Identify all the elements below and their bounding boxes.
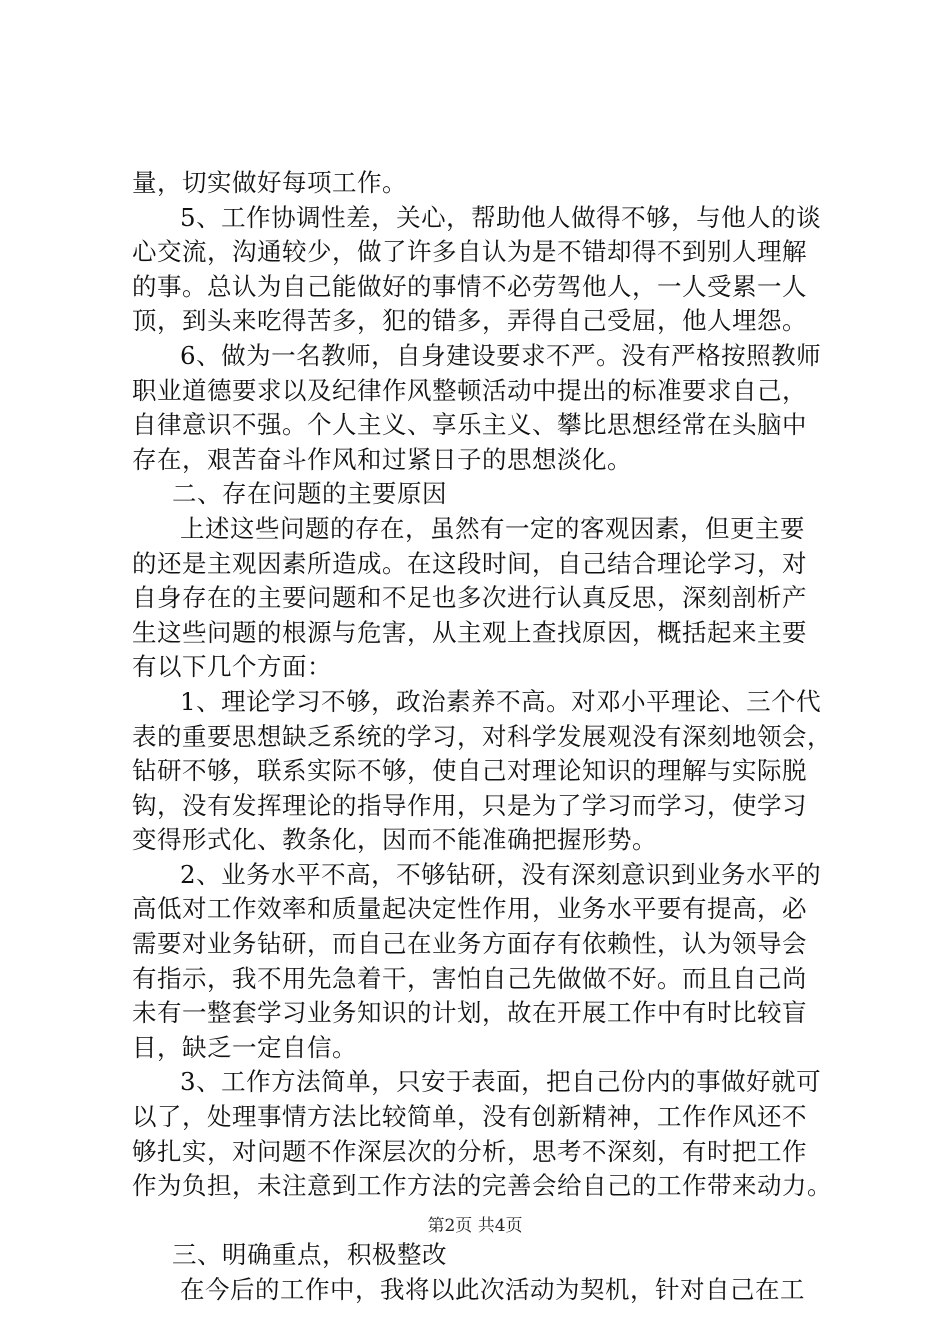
text-line: 在今后的工作中，我将以此次活动为契机，针对自己在工 [180, 1275, 805, 1304]
text-line: 5、工作协调性差，关心，帮助他人做得不够，与他人的谈 [180, 202, 822, 232]
text-line: 需要对业务钻研，而自己在业务方面存有依赖性，认为领导会 [132, 929, 807, 959]
text-line: 职业道德要求以及纪律作风整顿活动中提出的标准要求自己， [132, 375, 807, 405]
text-line: 生这些问题的根源与危害，从主观上查找原因，概括起来主要 [132, 617, 807, 647]
text-line: 的事。总认为自己能做好的事情不必劳驾他人，一人受累一人 [132, 271, 807, 301]
text-line: 以了，处理事情方法比较简单，没有创新精神，工作作风还不 [132, 1102, 807, 1132]
text-line: 自身存在的主要问题和不足也多次进行认真反思，深刻剖析产 [132, 583, 807, 613]
text-line: 存在，艰苦奋斗作风和过紧日子的思想淡化。 [132, 444, 632, 474]
text-line: 高低对工作效率和质量起决定性作用，业务水平要有提高，必 [132, 894, 807, 924]
text-line: 有以下几个方面： [132, 652, 332, 682]
text-line: 1、理论学习不够，政治素养不高。对邓小平理论、三个代 [180, 686, 822, 716]
text-line: 3、工作方法简单，只安于表面，把自己份内的事做好就可 [180, 1067, 822, 1097]
text-line: 表的重要思想缺乏系统的学习，对科学发展观没有深刻地领会， [132, 721, 832, 751]
section-heading: 二、存在问题的主要原因 [172, 479, 447, 509]
text-line: 变得形式化、教条化，因而不能准确把握形势。 [132, 825, 657, 855]
text-line: 量，切实做好每项工作。 [132, 168, 407, 197]
text-line: 够扎实，对问题不作深层次的分析，思考不深刻，有时把工作 [132, 1136, 807, 1166]
text-line: 未有一整套学习业务知识的计划，故在开展工作中有时比较盲 [132, 998, 807, 1028]
text-line: 心交流，沟通较少，做了许多自认为是不错却得不到别人理解 [132, 237, 807, 267]
page-footer: 第2页 共4页 [427, 1216, 523, 1236]
text-line: 上述这些问题的存在，虽然有一定的客观因素，但更主要 [180, 513, 805, 543]
text-line: 作为负担，未注意到工作方法的完善会给自己的工作带来动力。 [132, 1171, 832, 1201]
text-line: 目，缺乏一定自信。 [132, 1032, 357, 1062]
text-line: 有指示，我不用先急着干，害怕自己先做做不好。而且自己尚 [132, 963, 807, 993]
text-line: 6、做为一名教师，自身建设要求不严。没有严格按照教师 [180, 340, 822, 370]
text-line: 2、业务水平不高，不够钻研，没有深刻意识到业务水平的 [180, 859, 822, 889]
text-line: 顶，到头来吃得苦多，犯的错多，弄得自己受屈，他人埋怨。 [132, 306, 807, 336]
text-line: 的还是主观因素所造成。在这段时间，自己结合理论学习，对 [132, 548, 807, 578]
document-body [132, 166, 832, 1308]
text-line: 自律意识不强。个人主义、享乐主义、攀比思想经常在头脑中 [132, 410, 807, 440]
text-line: 钩，没有发挥理论的指导作用，只是为了学习而学习，使学习 [132, 790, 807, 820]
section-heading: 三、明确重点，积极整改 [172, 1240, 447, 1270]
text-line: 钻研不够，联系实际不够，使自己对理论知识的理解与实际脱 [132, 756, 807, 786]
